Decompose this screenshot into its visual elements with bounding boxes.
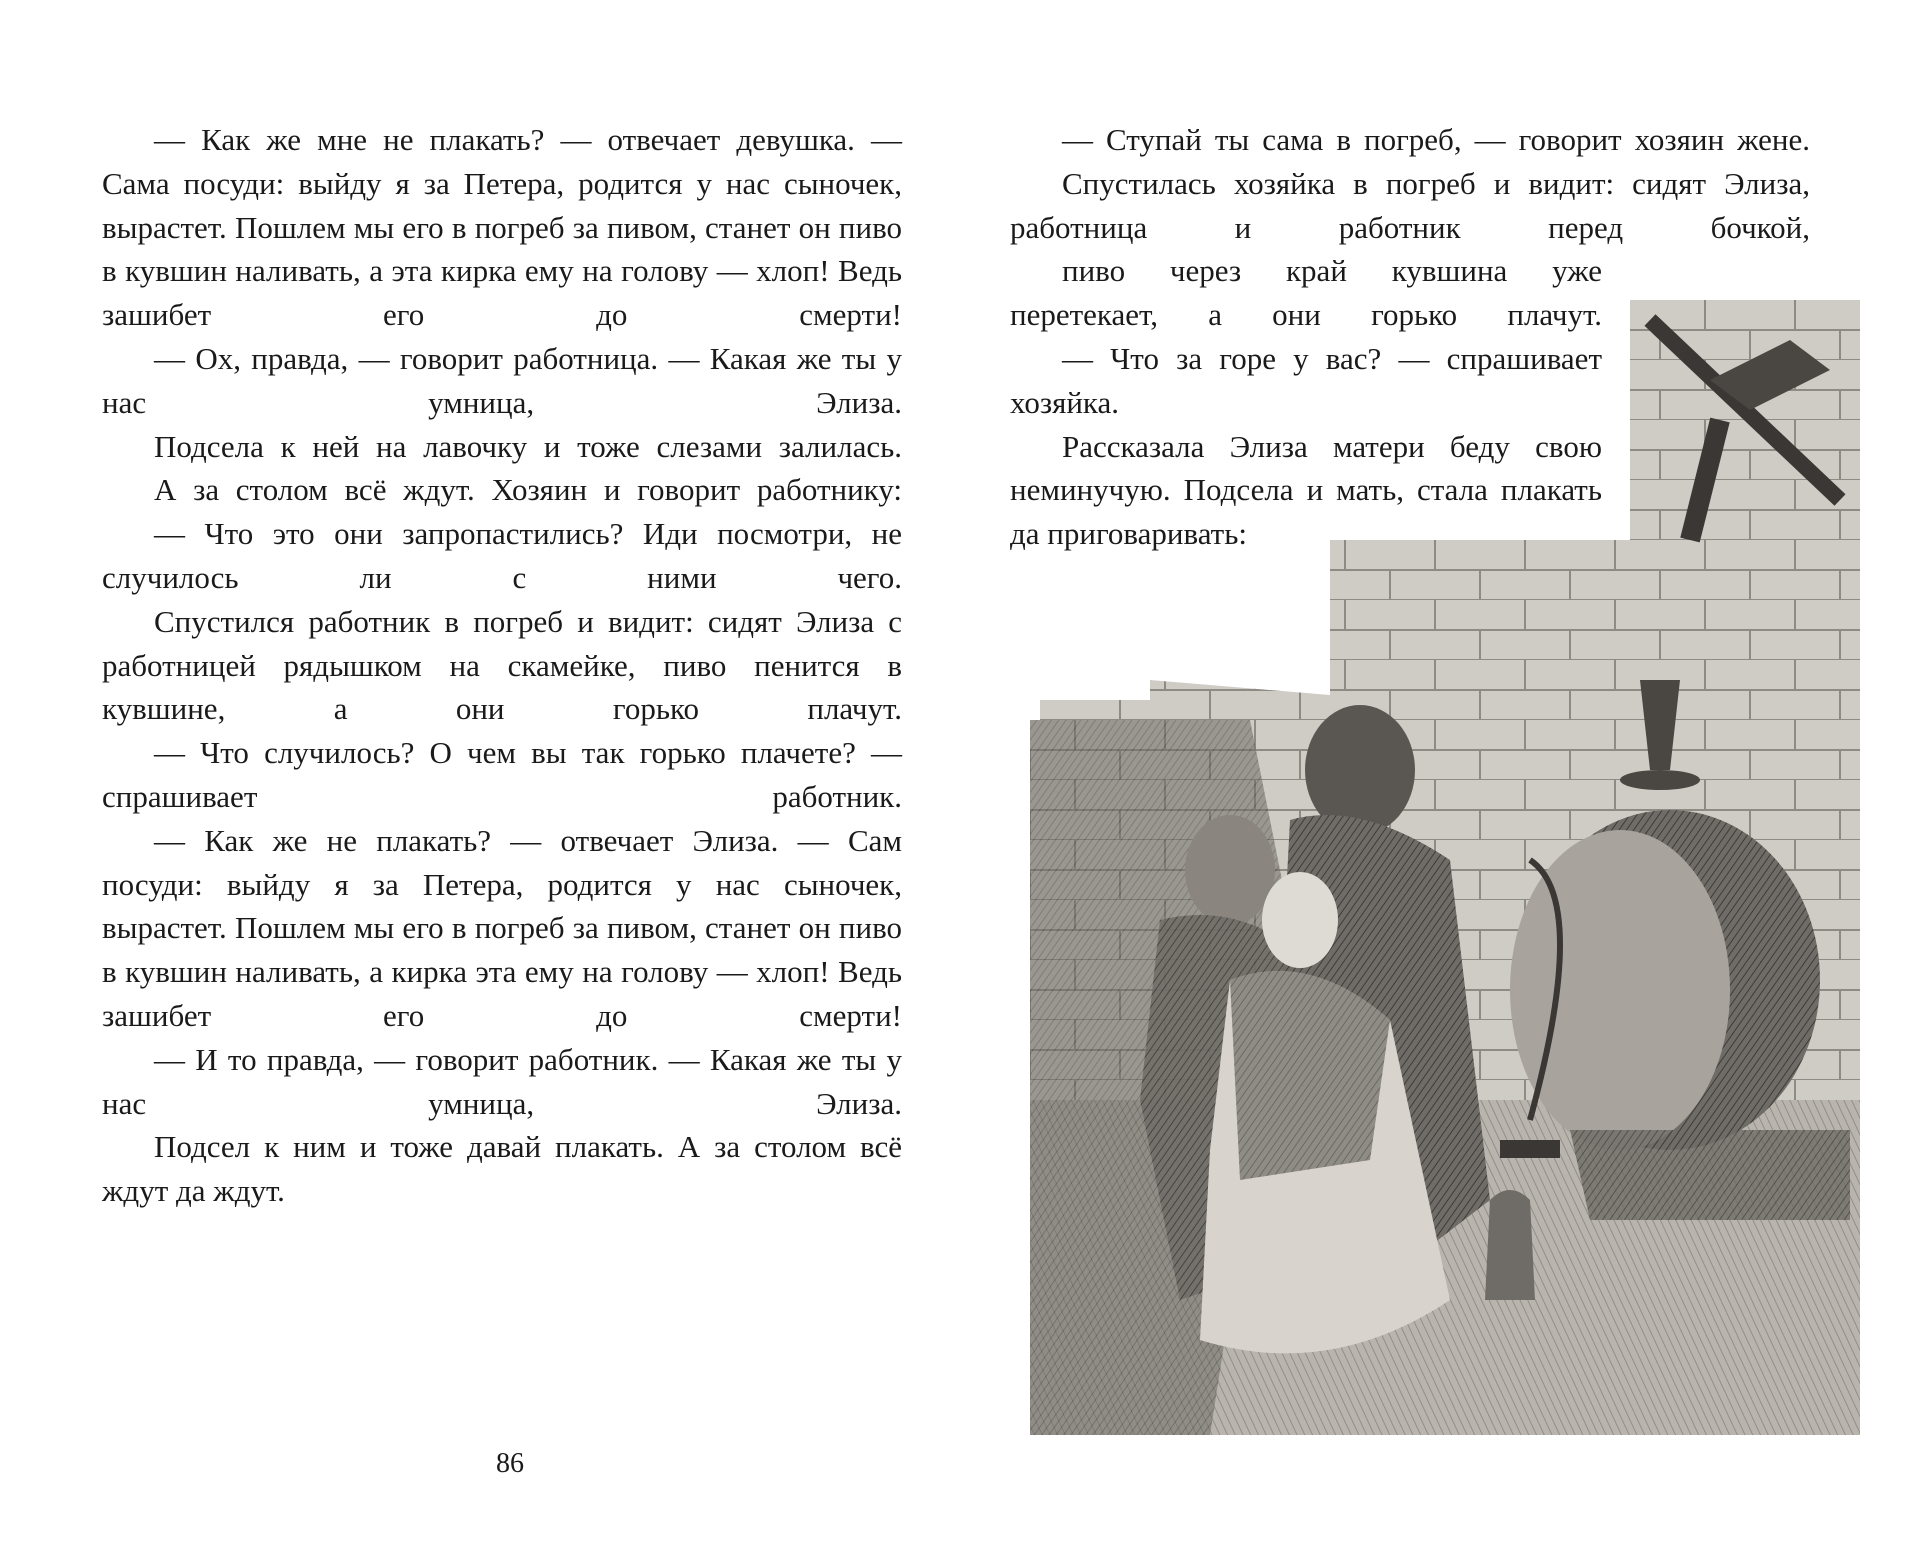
narrow-text-column	[1010, 249, 1602, 556]
paragraph: — Ох, правда, — говорит работница. — Какая же ты у нас умница, Элиза.	[102, 340, 902, 420]
paragraph: — Что это они запропастились? Иди посмотри, не случилось ли с ними чего.	[102, 516, 902, 595]
paragraph: А за столом всё ждут. Хозяин и говорит работнику:	[154, 472, 902, 508]
page-number: 86	[496, 1448, 524, 1479]
paragraph: — Ступай ты сама в погреб, — говорит хозяин жене.	[1062, 122, 1810, 157]
right-page-text	[1010, 118, 1810, 556]
paragraph: Спустился работник в погреб и видит: сидят Элиза с работницей рядышком на скамейке, пиво пенится в кувшине, а они горько плачут.	[102, 603, 902, 727]
left-page-text	[102, 118, 902, 1213]
paragraph: — Как же не плакать? — отвечает Элиза. — Сам посуди: выйду я за Петера, родится у нас сыночек, вырастет. Пошлем мы его в погреб за пивом, станет он пиво в кувшин наливать, а кирка эта ему на голову — хлоп! Ведь зашибет его до смерти!	[102, 822, 902, 1033]
paragraph: пиво через край кувшина уже перетекает, а они горько плачут.	[1010, 253, 1602, 333]
paragraph: — И то правда, — говорит работник. — Какая же ты у нас умница, Элиза.	[102, 1041, 902, 1121]
paragraph: — Как же мне не плакать? — отвечает девушка. — Сама посуди: выйду я за Петера, родится у нас сыночек, вырастет. Пошлем мы его в погреб за пивом, станет он пиво в кувшин наливать, а эта кирка ему на голову — хлоп! Ведь зашибет его до смерти!	[102, 122, 902, 333]
paragraph: Подсела к ней на лавочку и тоже слезами залилась.	[154, 428, 902, 464]
paragraph: Спустилась хозяйка в погреб и видит: сидят Элиза, работница и работник перед бочкой,	[1010, 165, 1810, 245]
paragraph: Подсел к ним и тоже давай плакать. А за столом всё ждут да ждут.	[102, 1129, 902, 1209]
paragraph: — Что за горе у вас? — спрашивает хозяйка.	[1010, 340, 1602, 420]
paragraph: — Что случилось? О чем вы так горько плачете? — спрашивает работник.	[102, 735, 902, 814]
paragraph: Рассказала Элиза матери беду свою неминучую. Подсела и мать, стала плакать да приговаривать:	[1010, 428, 1602, 552]
